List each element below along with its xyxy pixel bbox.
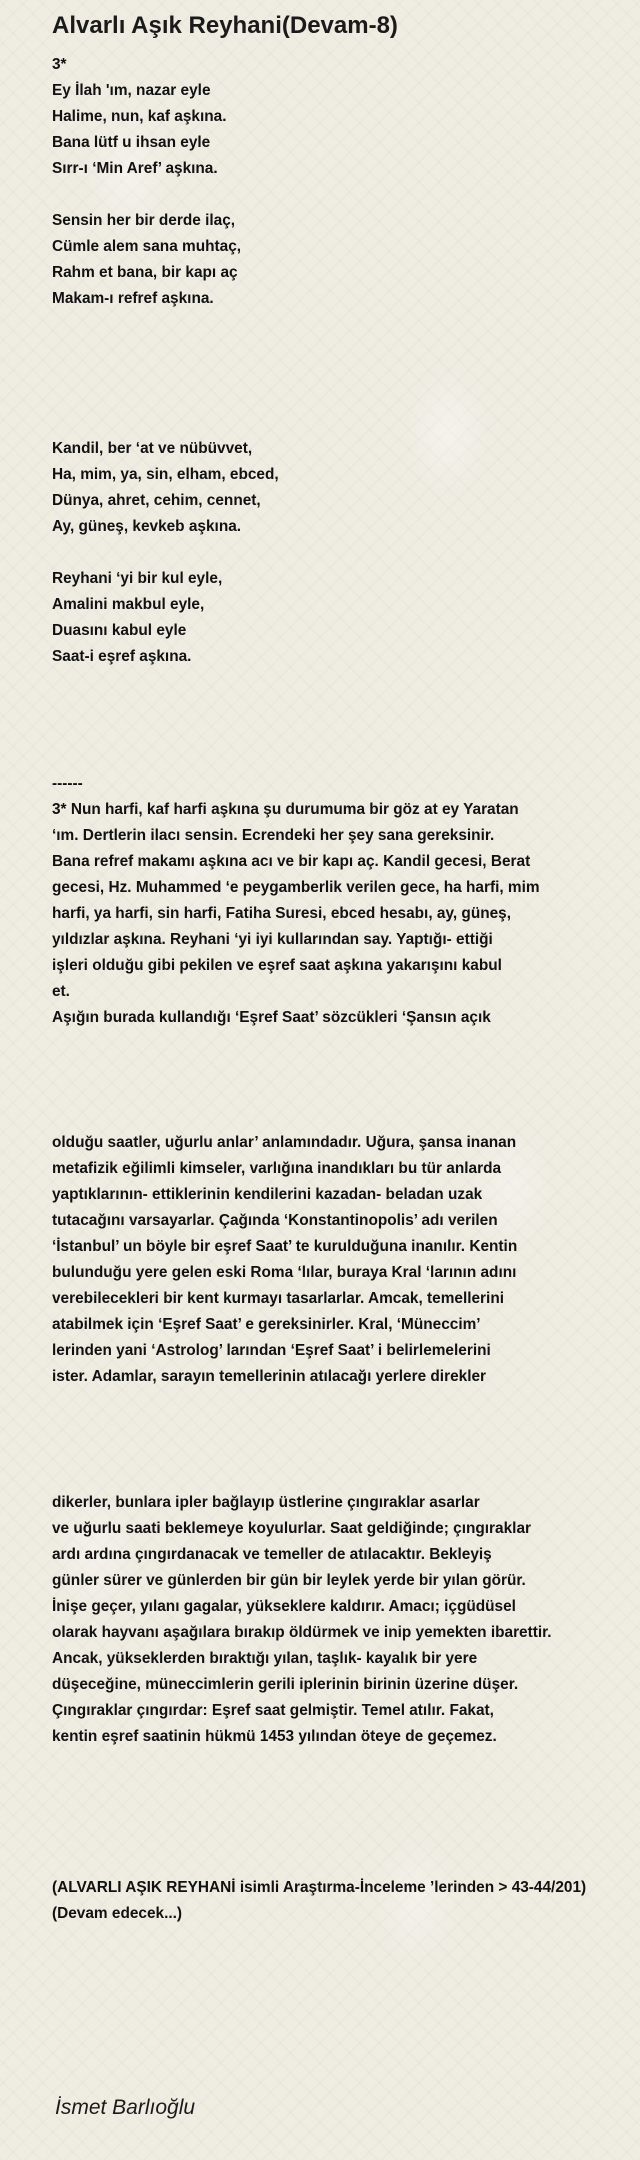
text-line: ‘İstanbul’ un böyle bir eşref Saat’ te kurulduğuna inanılır. Kentin	[52, 1238, 518, 1255]
author-signature: İsmet Barlıoğlu	[55, 2096, 196, 2119]
text-line: olduğu saatler, uğurlu anlar’ anlamındadır. Uğura, şansa inanan	[52, 1134, 517, 1151]
text-line: ‘ım. Dertlerin ilacı sensin. Ecrendeki her şey sana gereksinir.	[52, 827, 495, 844]
text-line: Ha, mim, ya, sin, elham, ebced,	[52, 466, 279, 483]
text-line: Sırr-ı ‘Min Aref’ aşkına.	[52, 160, 218, 177]
blank-line	[52, 182, 241, 208]
text-line: (Devam edecek...)	[52, 1905, 183, 1922]
text-line: verebilecekleri bir kent kurmayı tasarlarlar. Amcak, temellerini	[52, 1290, 504, 1307]
commentary-paragraph-2	[52, 1130, 517, 1390]
text-line: günler sürer ve günlerden bir gün bir leylek yerde bir yılan görür.	[52, 1572, 526, 1589]
text-line: dikerler, bunlara ipler bağlayıp üstlerine çıngıraklar asarlar	[52, 1494, 480, 1511]
text-line: lerinden yani ‘Astrolog’ larından ‘Eşref Saat’ i belirlemelerini	[52, 1342, 491, 1359]
text-line: atabilmek için ‘Eşref Saat’ e gereksinirler. Kral, ‘Müneccim’	[52, 1316, 481, 1333]
text-line: 3*	[52, 56, 67, 73]
text-line: harfi, ya harfi, sin harfi, Fatiha Suresi, ebced hesabı, ay, güneş,	[52, 905, 512, 922]
text-line: Dünya, ahret, cehim, cennet,	[52, 492, 261, 509]
text-line: bulunduğu yere gelen eski Roma ‘lılar, buraya Kral ‘larının adını	[52, 1264, 517, 1281]
page-title: Alvarlı Aşık Reyhani(Devam-8)	[52, 12, 398, 39]
text-line: kentin eşref saatinin hükmü 1453 yılından öteye de geçemez.	[52, 1728, 497, 1745]
poem-stanzas-2	[52, 436, 279, 670]
text-line: gecesi, Hz. Muhammed ‘e peygamberlik verilen gece, ha harfi, mim	[52, 879, 540, 896]
text-line: metafizik eğilimli kimseler, varlığına inandıkları bu tür anlarda	[52, 1160, 502, 1177]
text-line: 3* Nun harfi, kaf harfi aşkına şu durumuma bir göz at ey Yaratan	[52, 801, 519, 818]
text-line: (ALVARLI AŞIK REYHANİ isimli Araştırma-İnceleme ’lerinden > 43-44/201)	[52, 1879, 587, 1896]
text-line: Ey İlah 'ım, nazar eyle	[52, 82, 211, 99]
commentary-paragraph-1	[52, 771, 540, 1031]
text-line: Saat-i eşref aşkına.	[52, 648, 192, 665]
text-line: Bana lütf u ihsan eyle	[52, 134, 211, 151]
text-line: düşeceğine, müneccimlerin gerili iplerinin birinin üzerine düşer.	[52, 1676, 519, 1693]
text-line: ister. Adamlar, sarayın temellerinin atılacağı yerlere direkler	[52, 1368, 487, 1385]
blank-line	[52, 540, 279, 566]
text-line: Makam-ı refref aşkına.	[52, 290, 214, 307]
text-line: Sensin her bir derde ilaç,	[52, 212, 236, 229]
text-line: Aşığın burada kullandığı ‘Eşref Saat’ sözcükleri ‘Şansın açık	[52, 1009, 491, 1026]
text-line: Duasını kabul eyle	[52, 622, 187, 639]
text-line: Halime, nun, kaf aşkına.	[52, 108, 227, 125]
text-line: yaptıklarının- ettiklerinin kendilerini kazadan- beladan uzak	[52, 1186, 483, 1203]
text-line: Kandil, ber ‘at ve nübüvvet,	[52, 440, 253, 457]
poem-stanzas-1	[52, 52, 241, 312]
text-line: Cümle alem sana muhtaç,	[52, 238, 242, 255]
text-line: İnişe geçer, yılanı gagalar, yükseklere kaldırır. Amacı; içgüdüsel	[52, 1598, 516, 1615]
text-line: Çıngıraklar çıngırdar: Eşref saat gelmiştir. Temel atılır. Fakat,	[52, 1702, 494, 1719]
text-line: Bana refref makamı aşkına acı ve bir kapı aç. Kandil gecesi, Berat	[52, 853, 531, 870]
text-line: Reyhani ‘yi bir kul eyle,	[52, 570, 223, 587]
text-line: Ancak, yükseklerden bıraktığı yılan, taşlık- kayalık bir yere	[52, 1650, 478, 1667]
text-line: et.	[52, 983, 70, 1000]
text-line: Amalini makbul eyle,	[52, 596, 205, 613]
text-line: olarak hayvanı aşağılara bırakıp öldürmek ve inip yemekten ibarettir.	[52, 1624, 552, 1641]
text-line: yıldızlar aşkına. Reyhani ‘yi iyi kullarından say. Yaptığı- ettiği	[52, 931, 493, 948]
text-line: işleri olduğu gibi pekilen ve eşref saat aşkına yakarışını kabul	[52, 957, 502, 974]
text-line: Ay, güneş, kevkeb aşkına.	[52, 518, 242, 535]
commentary-paragraph-3	[52, 1490, 552, 1750]
text-line: tutacağını varsayarlar. Çağında ‘Konstantinopolis’ adı verilen	[52, 1212, 498, 1229]
text-line: ardı ardına çıngırdanacak ve temeller de atılacaktır. Bekleyiş	[52, 1546, 492, 1563]
source-note	[52, 1875, 586, 1927]
text-line: Rahm et bana, bir kapı aç	[52, 264, 238, 281]
text-line: ve uğurlu saati beklemeye koyulurlar. Saat geldiğinde; çıngıraklar	[52, 1520, 531, 1537]
text-line: ------	[52, 775, 83, 792]
